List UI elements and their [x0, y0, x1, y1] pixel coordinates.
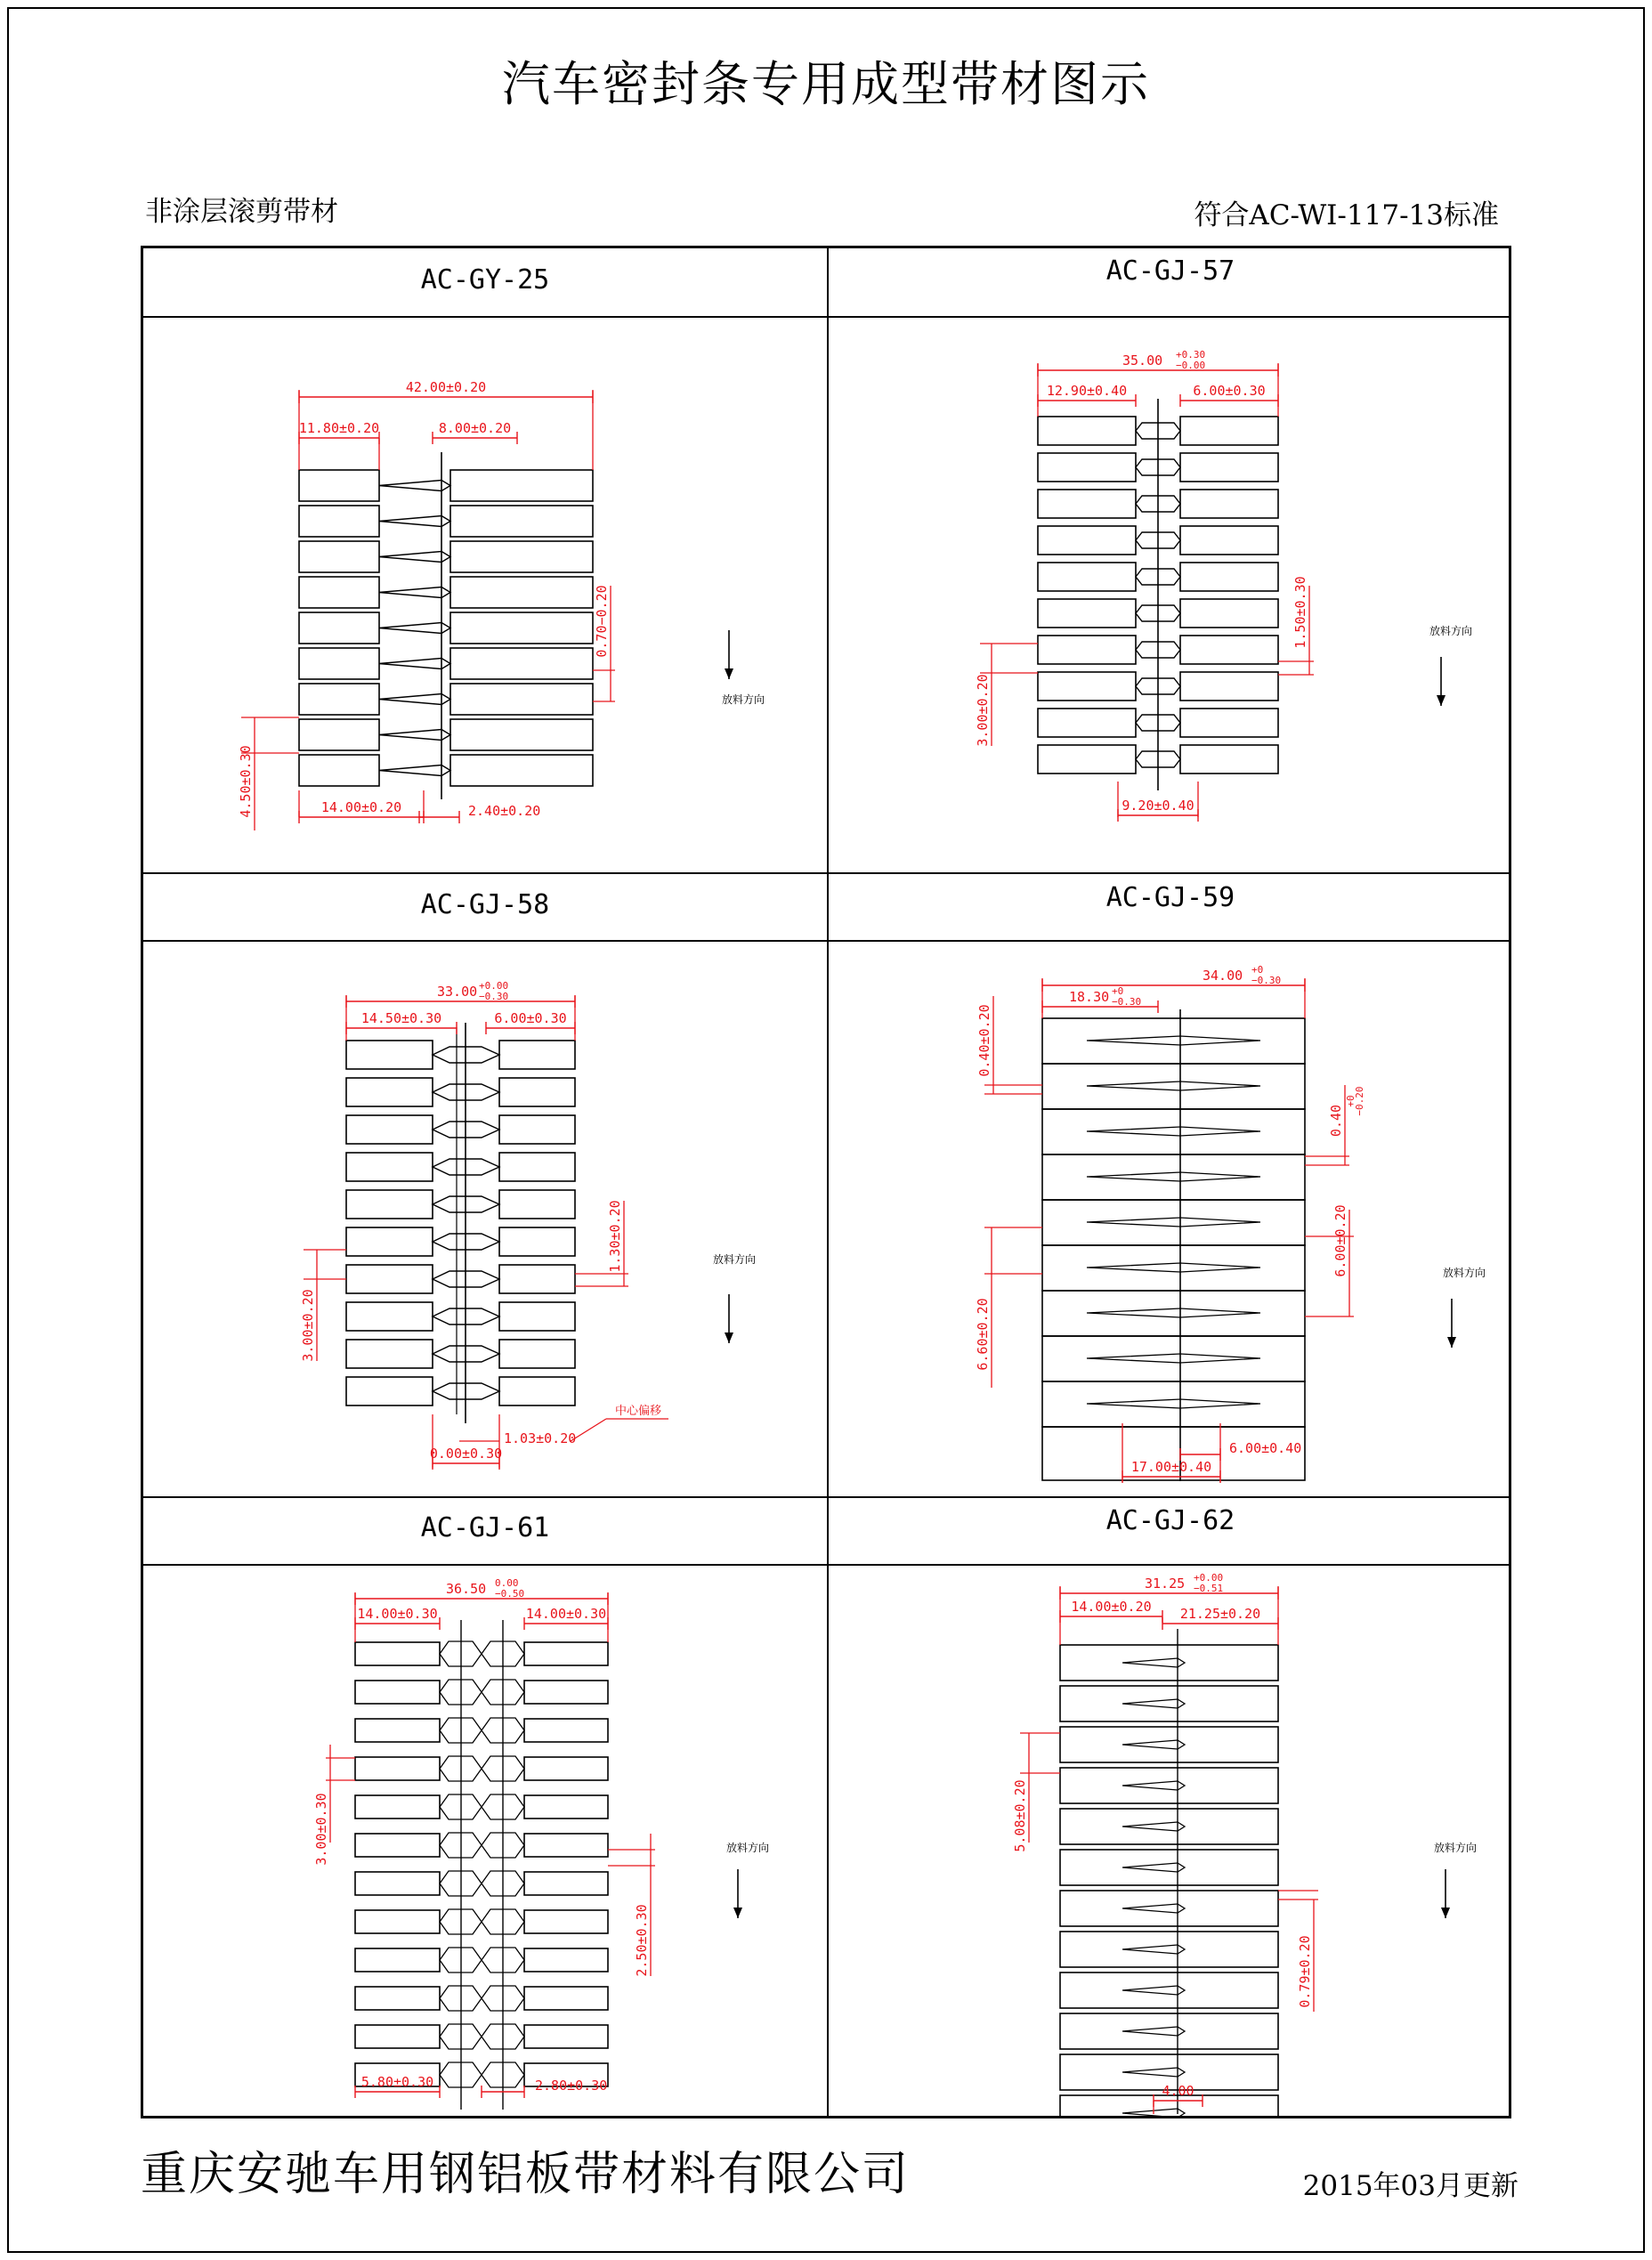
grid-line: [143, 872, 1509, 874]
slot-shape: [1122, 1822, 1185, 1831]
slot-shape: [1122, 1740, 1185, 1749]
tooth-left: [355, 1681, 440, 1704]
tooth-right: [1180, 636, 1278, 664]
profile-drawing-6: [829, 1567, 1512, 2118]
strip-segment: [1042, 1381, 1305, 1427]
direction-arrow-icon: [1447, 1337, 1456, 1348]
dim-gap: 0.70−0.20: [594, 585, 610, 658]
tooth-left: [346, 1041, 433, 1069]
strip-segment: [1060, 1891, 1278, 1926]
cell-title-1: AC-GY-25: [420, 264, 550, 296]
direction-arrow-icon: [733, 1908, 742, 1918]
dim-left: 3.00±0.20: [975, 674, 991, 747]
tooth-right: [499, 1302, 575, 1331]
strip-segment: [1060, 1850, 1278, 1885]
grid-line: [143, 316, 1509, 318]
strip-segment: [1042, 1018, 1305, 1064]
tooth-right: [524, 1719, 608, 1742]
direction-label: 放料方向: [713, 1253, 757, 1266]
tooth-left: [1038, 453, 1136, 482]
tooth-right: [499, 1190, 575, 1219]
slot-shape: [379, 730, 450, 741]
slot-shape: [1122, 1986, 1185, 1995]
tooth-right: [1180, 490, 1278, 518]
tooth-left: [346, 1377, 433, 1405]
cell-title-2: AC-GJ-57: [1105, 255, 1235, 287]
grid-line: [143, 1564, 1509, 1566]
tooth-right: [524, 1910, 608, 1933]
tooth-left: [346, 1115, 433, 1144]
tooth-left: [1038, 563, 1136, 591]
dim-right-top-tol-up: +0: [1345, 1095, 1356, 1107]
tooth-left: [355, 1757, 440, 1780]
direction-arrow-icon: [725, 668, 733, 679]
strip-segment: [1042, 1200, 1305, 1245]
direction-arrow-icon: [1437, 695, 1446, 706]
tooth-right: [499, 1377, 575, 1405]
tooth-right: [524, 1642, 608, 1665]
tooth-right: [450, 755, 593, 786]
tooth-left: [355, 1987, 440, 2010]
slot-shape: [1087, 1036, 1260, 1045]
dim-total-tol-up: +0.00: [1194, 1572, 1224, 1584]
tooth-left: [1038, 599, 1136, 628]
tooth-right: [524, 1987, 608, 2010]
profile-grid: [141, 246, 1511, 2118]
dim-a-tol-up: +0: [1112, 985, 1124, 997]
strip-segment: [1042, 1154, 1305, 1200]
strip-segment: [1060, 1768, 1278, 1803]
tooth-left: [299, 648, 379, 679]
strip-segment: [1060, 1645, 1278, 1681]
tooth-left: [1038, 709, 1136, 737]
tooth-right: [1180, 709, 1278, 737]
tooth-left: [346, 1265, 433, 1293]
tooth-left: [1038, 490, 1136, 518]
tooth-right: [450, 648, 593, 679]
slot-shape: [379, 481, 450, 491]
dim-b: 14.00±0.30: [525, 1606, 607, 1622]
dim-total-tol-dn: −0.00: [1176, 360, 1206, 371]
slot-shape: [1087, 1172, 1260, 1181]
slot-shape: [1122, 1945, 1185, 1954]
cell-title-4: AC-GJ-59: [1105, 882, 1235, 913]
slot-shape: [1122, 1781, 1185, 1790]
tooth-right: [499, 1265, 575, 1293]
dim-total: 31.25: [1145, 1576, 1186, 1592]
dim-right-bottom: 6.00±0.20: [1332, 1204, 1348, 1277]
tooth-left: [1038, 526, 1136, 555]
dim-right: 1.50±0.30: [1292, 576, 1308, 649]
tooth-left: [346, 1153, 433, 1181]
dim-a-tol-dn: −0.30: [1112, 996, 1142, 1008]
tooth-right: [524, 1948, 608, 1972]
direction-label: 放料方向: [1434, 1842, 1478, 1854]
subtitle-standard: 符合AC-WI-117-13标准: [1194, 199, 1499, 231]
strip-segment: [1060, 1972, 1278, 2008]
profile-drawing-4: [829, 943, 1512, 1495]
tooth-right: [1180, 563, 1278, 591]
strip-segment: [1060, 2013, 1278, 2049]
slot-shape: [1122, 1699, 1185, 1708]
strip-segment: [1042, 1291, 1305, 1336]
tooth-left: [1038, 672, 1136, 701]
slot-shape: [1087, 1263, 1260, 1272]
tooth-right: [450, 684, 593, 715]
slot-shape: [379, 587, 450, 598]
tooth-right: [499, 1041, 575, 1069]
dim-bottom: 9.20±0.40: [1122, 798, 1194, 814]
tooth-left: [346, 1302, 433, 1331]
dim-left: 5.08±0.20: [1012, 1779, 1028, 1852]
slot-shape: [1087, 1081, 1260, 1090]
dim-left: 3.00±0.20: [300, 1289, 316, 1362]
dim-total-tol-up: 0.00: [495, 1577, 519, 1589]
cell-title-6: AC-GJ-62: [1105, 1505, 1235, 1536]
tooth-left: [299, 506, 379, 537]
dim-total-tol-dn: −0.30: [479, 991, 509, 1002]
tooth-right: [499, 1078, 575, 1106]
tooth-right: [524, 1834, 608, 1857]
slot-shape: [1122, 1863, 1185, 1872]
slot-shape: [379, 694, 450, 705]
strip-segment: [1060, 1686, 1278, 1721]
dim-bottom-a: 17.00±0.40: [1130, 1459, 1212, 1475]
profile-drawing-5: [143, 1567, 827, 2118]
dim-left-bottom: 6.60±0.20: [975, 1298, 991, 1371]
dim-right-top-tol-dn: −0.20: [1354, 1086, 1365, 1116]
dim-b: 21.25±0.20: [1179, 1606, 1261, 1622]
dim-right: 1.30±0.20: [607, 1200, 623, 1273]
tooth-right: [499, 1340, 575, 1368]
dim-total: 42.00±0.20: [405, 379, 487, 395]
strip-segment: [1060, 1809, 1278, 1844]
tooth-right: [1180, 453, 1278, 482]
direction-label: 放料方向: [726, 1842, 770, 1854]
tooth-left: [346, 1190, 433, 1219]
tooth-right: [450, 506, 593, 537]
tooth-right: [450, 541, 593, 572]
tooth-right: [450, 470, 593, 501]
slot-shape: [1087, 1354, 1260, 1363]
tooth-right: [499, 1227, 575, 1256]
dim-c: 14.00±0.20: [320, 799, 402, 815]
tooth-right: [450, 719, 593, 750]
tooth-left: [1038, 417, 1136, 445]
dim-total-tol-dn: −0.30: [1251, 975, 1282, 986]
direction-arrow-icon: [1441, 1908, 1450, 1918]
tooth-right: [1180, 745, 1278, 774]
tooth-right: [524, 1795, 608, 1819]
strip-segment: [1060, 1727, 1278, 1762]
dim-right: 0.79±0.20: [1297, 1935, 1313, 2008]
dim-a: 14.50±0.30: [360, 1010, 442, 1026]
tooth-left: [299, 755, 379, 786]
slot-shape: [1122, 1658, 1185, 1667]
slot-shape: [1087, 1218, 1260, 1227]
tooth-left: [346, 1078, 433, 1106]
dim-b: 6.00±0.30: [494, 1010, 567, 1026]
subtitle-material: 非涂层滚剪带材: [145, 196, 338, 228]
tooth-left: [346, 1227, 433, 1256]
slot-shape: [379, 552, 450, 563]
dim-right-top: 0.40: [1328, 1104, 1344, 1138]
tooth-right: [450, 612, 593, 644]
tooth-right: [524, 1872, 608, 1895]
tooth-left: [1038, 636, 1136, 664]
tooth-right: [1180, 417, 1278, 445]
dim-total-tol-up: +0.30: [1176, 349, 1206, 360]
dim-d: 2.40±0.20: [468, 803, 541, 819]
dim-a: 14.00±0.30: [357, 1606, 438, 1622]
dim-offset: 1.03±0.20: [504, 1430, 577, 1446]
dim-total: 36.50: [446, 1581, 487, 1597]
dim-total-tol-up: +0.00: [479, 980, 509, 992]
tooth-left: [299, 470, 379, 501]
dim-total: 34.00: [1203, 968, 1243, 984]
dim-pitch: 4.50±0.30: [238, 745, 254, 818]
dim-a: 12.90±0.40: [1046, 383, 1128, 399]
grid-line: [143, 940, 1509, 942]
cell-title-5: AC-GJ-61: [420, 1512, 550, 1543]
tooth-left: [346, 1340, 433, 1368]
slot-shape: [1087, 1399, 1260, 1408]
dim-bottom-b: 6.00±0.40: [1229, 1440, 1302, 1456]
tooth-left: [299, 612, 379, 644]
direction-label: 放料方向: [722, 693, 765, 706]
slot-shape: [379, 765, 450, 776]
dim-b: 6.00±0.30: [1193, 383, 1266, 399]
strip-segment: [1042, 1064, 1305, 1109]
slot-shape: [1122, 2068, 1185, 2077]
tooth-left: [299, 684, 379, 715]
slot-shape: [1122, 2027, 1185, 2036]
dim-b: 8.00±0.20: [438, 420, 512, 436]
tooth-right: [499, 1153, 575, 1181]
tooth-left: [299, 719, 379, 750]
tooth-left: [355, 2025, 440, 2048]
strip-segment: [1042, 1245, 1305, 1291]
slot-shape: [379, 516, 450, 527]
dim-bottom: 0.00±0.30: [429, 1446, 503, 1462]
tooth-right: [450, 577, 593, 608]
slot-shape: [1087, 1308, 1260, 1317]
direction-arrow-icon: [725, 1333, 733, 1343]
slot-shape: [1087, 1127, 1260, 1136]
dim-a: 11.80±0.20: [298, 420, 380, 436]
slot-shape: [1122, 1904, 1185, 1913]
page-title: 汽车密封条专用成型带材图示: [502, 56, 1150, 112]
tooth-left: [355, 1642, 440, 1665]
tooth-right: [1180, 526, 1278, 555]
tooth-left: [299, 577, 379, 608]
dim-a: 18.30: [1069, 989, 1110, 1005]
dim-left-top: 0.40±0.20: [976, 1004, 992, 1077]
tooth-right: [499, 1115, 575, 1144]
direction-label: 放料方向: [1429, 625, 1473, 637]
grid-line: [143, 1496, 1509, 1498]
footer-company: 重庆安驰车用钢铝板带材料有限公司: [141, 2148, 911, 2201]
tooth-right: [524, 1681, 608, 1704]
tooth-left: [355, 1719, 440, 1742]
tooth-right: [524, 2025, 608, 2048]
slot-shape: [379, 623, 450, 634]
tooth-left: [355, 1948, 440, 1972]
dim-bottom-b: 2.80±0.30: [535, 2078, 608, 2094]
tooth-right: [1180, 599, 1278, 628]
tooth-left: [355, 1795, 440, 1819]
dim-total: 33.00: [437, 984, 478, 1000]
slot-shape: [379, 659, 450, 669]
tooth-right: [524, 1757, 608, 1780]
dim-a: 14.00±0.20: [1071, 1599, 1152, 1615]
tooth-right: [1180, 672, 1278, 701]
strip-segment: [1042, 1336, 1305, 1381]
tooth-left: [355, 1834, 440, 1857]
footer-date: 2015年03月更新: [1302, 2170, 1518, 2202]
strip-segment: [1042, 1109, 1305, 1154]
tooth-left: [355, 1872, 440, 1895]
dim-left: 3.00±0.30: [313, 1793, 329, 1866]
cell-title-3: AC-GJ-58: [420, 889, 550, 920]
dim-bottom: 4.00: [1162, 2083, 1194, 2099]
profile-drawing-1: [143, 319, 827, 871]
tooth-left: [1038, 745, 1136, 774]
tooth-left: [355, 1910, 440, 1933]
dim-right: 2.50±0.30: [634, 1904, 650, 1977]
center-offset-label: 中心偏移: [615, 1405, 662, 1418]
tooth-left: [299, 541, 379, 572]
dim-total: 35.00: [1122, 352, 1163, 369]
direction-label: 放料方向: [1443, 1267, 1486, 1279]
dim-total-tol-dn: −0.51: [1194, 1583, 1224, 1594]
profile-drawing-2: [829, 319, 1512, 871]
dim-total-tol-up: +0: [1251, 964, 1264, 976]
dim-bottom-a: 5.80±0.30: [360, 2074, 434, 2090]
dim-total-tol-dn: −0.50: [495, 1588, 525, 1600]
profile-drawing-3: [143, 943, 827, 1495]
strip-segment: [1060, 1932, 1278, 1967]
